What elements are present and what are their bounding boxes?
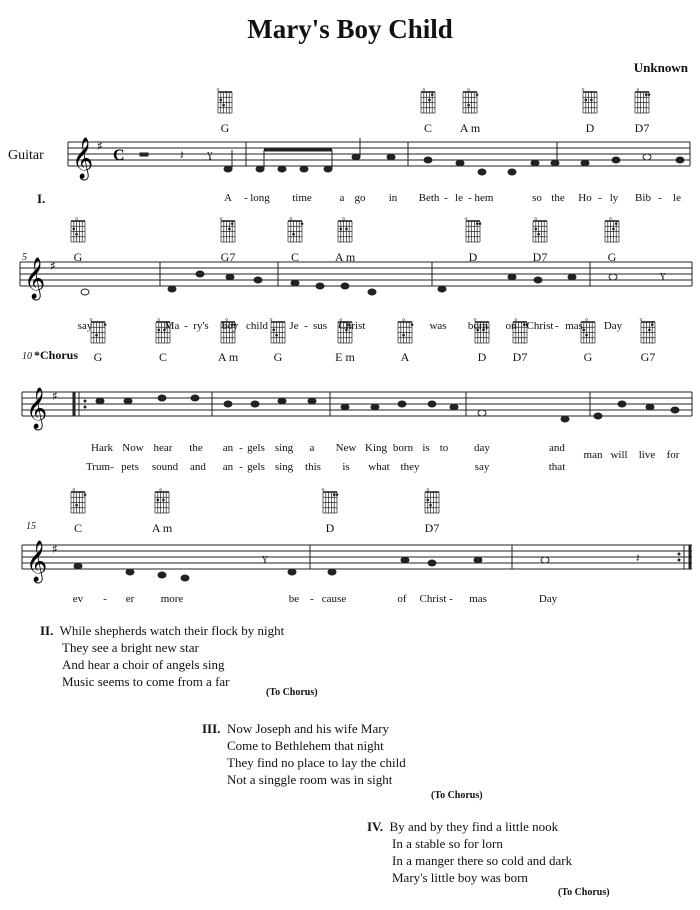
svg-text:𝄽: 𝄽	[180, 148, 184, 162]
verse-line: Not a singgle room was in sight	[227, 772, 393, 787]
lyric-syllable: say	[474, 461, 490, 473]
verse-line: Come to Bethlehem that night	[227, 738, 384, 753]
measure-number-15: 15	[26, 521, 36, 532]
chord-symbol: G	[93, 350, 103, 364]
lyric-syllable: of	[397, 593, 407, 605]
chord-symbol: C	[423, 121, 433, 135]
guitar-chord-diagram	[153, 488, 171, 514]
treble-clef: 𝄞	[24, 258, 46, 299]
chord-symbol: G7	[640, 350, 656, 364]
lyric-hyphen: -	[110, 461, 114, 473]
lyric-syllable: child	[246, 320, 268, 332]
guitar-chord-diagram	[461, 88, 479, 114]
instrument-label: Guitar	[8, 148, 44, 163]
verse-line: Music seems to come from a far	[62, 674, 230, 689]
lyric-syllable: ly	[609, 192, 619, 204]
lyric-hyphen: -	[598, 192, 602, 204]
lyric-syllable: hem	[474, 192, 494, 204]
guitar-chord-diagram	[269, 318, 287, 344]
verse-line: While shepherds watch their flock by night	[59, 623, 285, 638]
lyric-syllable: le	[455, 192, 463, 204]
composer-label: Unknown	[633, 60, 688, 75]
chord-symbol: C	[158, 350, 168, 364]
lyric-syllable: what	[368, 461, 390, 473]
lyric-syllable: Now	[122, 442, 144, 454]
lyric-syllable: Trum	[85, 461, 111, 473]
chord-symbol: G7	[220, 250, 236, 264]
chord-symbol: D7	[634, 121, 650, 135]
lyric-syllable: le	[673, 192, 681, 204]
guitar-chord-diagram	[69, 217, 87, 243]
guitar-chord-diagram	[464, 217, 482, 243]
chord-symbol: E m	[335, 350, 355, 364]
song-title: Mary's Boy Child	[247, 14, 453, 44]
chord-symbol: D	[468, 250, 478, 264]
guitar-chord-diagram	[603, 217, 621, 243]
lyric-hyphen: -	[304, 320, 308, 332]
chorus-mark: *Chorus	[34, 348, 79, 362]
verse-line: By and by they find a little nook	[389, 819, 559, 834]
chord-symbol: G	[220, 121, 230, 135]
lyric-syllable: gels	[247, 442, 265, 454]
lyric-syllable: time	[292, 192, 312, 204]
svg-text:ɣ: ɣ	[262, 552, 268, 564]
lyric-syllable: say	[77, 320, 93, 332]
lyric-syllable: Beth	[418, 192, 440, 204]
lyric-syllable: is	[422, 442, 430, 454]
chord-symbol: G	[273, 350, 283, 364]
lyric-syllable: ev	[72, 593, 84, 605]
guitar-chord-diagram	[633, 88, 651, 114]
chord-symbol: C	[73, 521, 83, 535]
chord-symbol: G	[607, 250, 617, 264]
lyric-syllable: go	[354, 192, 366, 204]
verse-number: II.	[40, 623, 54, 638]
lyric-syllable: Christ	[419, 593, 447, 605]
verse-line: They see a bright new star	[62, 640, 199, 655]
chord-symbol: A m	[151, 521, 173, 535]
lyric-syllable: and	[549, 442, 565, 454]
lyric-hyphen: -	[555, 320, 559, 332]
lyric-hyphen: -	[184, 320, 188, 332]
chord-symbol: A m	[334, 250, 356, 264]
lyric-syllable: Christ	[526, 320, 554, 332]
chord-symbol: C	[290, 250, 300, 264]
guitar-chord-diagram	[639, 318, 657, 344]
guitar-chord-diagram	[286, 217, 304, 243]
lyric-syllable: King	[365, 442, 387, 454]
chord-symbol: G	[73, 250, 83, 264]
lyric-syllable: a	[339, 192, 345, 204]
lyric-syllable: live	[638, 449, 656, 461]
treble-clef: 𝄞	[26, 541, 48, 582]
lyric-syllable: they	[400, 461, 420, 473]
lyric-syllable: Christ	[338, 320, 366, 332]
verse-number: III.	[202, 721, 221, 736]
lyric-syllable: sing	[274, 442, 294, 454]
verse-line: They find no place to lay the child	[227, 755, 406, 770]
lyric-syllable: on	[505, 320, 517, 332]
lyric-hyphen: -	[244, 192, 248, 204]
lyric-syllable: that	[548, 461, 566, 473]
lyric-syllable: be	[288, 593, 300, 605]
lyric-hyphen: -	[658, 192, 662, 204]
staff-system-4	[0, 533, 700, 593]
key-signature-sharp: ♯	[52, 389, 58, 403]
lyric-syllable: er	[125, 593, 135, 605]
lyric-hyphen: -	[449, 593, 453, 605]
guitar-chord-diagram	[69, 488, 87, 514]
lyric-syllable: born	[392, 442, 414, 454]
lyric-syllable: the	[551, 192, 565, 204]
lyric-syllable: a	[309, 442, 315, 454]
notes-system-3	[96, 395, 679, 422]
guitar-chord-diagram	[531, 217, 549, 243]
lyric-syllable: is	[342, 461, 350, 473]
guitar-chord-diagram	[581, 88, 599, 114]
verse-line: In a manger there so cold and dark	[392, 853, 573, 868]
lyric-syllable: Hark	[91, 442, 113, 454]
chord-symbol: A m	[459, 121, 481, 135]
lyric-syllable: mas	[565, 320, 583, 332]
lyric-syllable: for	[666, 449, 680, 461]
key-signature-sharp: ♯	[50, 259, 56, 273]
lyric-syllable: sing	[274, 461, 294, 473]
lyric-hyphen: -	[444, 192, 448, 204]
lyric-hyphen: -	[239, 442, 243, 454]
lyric-syllable: hear	[153, 442, 173, 454]
verse-block-ii	[40, 622, 284, 690]
lyric-syllable: New	[335, 442, 357, 454]
chord-symbol: D	[477, 350, 487, 364]
lyric-syllable: boy	[221, 320, 239, 332]
staff-system-3	[0, 380, 700, 440]
lyric-syllable: an	[222, 442, 234, 454]
verse-line: In a stable so for lorn	[392, 836, 503, 851]
lyric-syllable: man	[583, 449, 603, 461]
lyric-syllable: gels	[247, 461, 265, 473]
lyric-hyphen: -	[310, 593, 314, 605]
guitar-chord-diagram	[423, 488, 441, 514]
lyric-syllable: was	[429, 320, 447, 332]
notes-system-1	[140, 138, 684, 175]
lyric-syllable: Ma	[164, 320, 180, 332]
guitar-chord-diagram	[396, 318, 414, 344]
verse-block-iii	[202, 720, 406, 788]
lyric-syllable: ry's	[193, 320, 209, 332]
key-signature-sharp: ♯	[97, 139, 103, 153]
lyric-syllable: mas	[469, 593, 487, 605]
lyric-syllable: this	[305, 461, 321, 473]
lyric-hyphen: -	[103, 593, 107, 605]
lyric-syllable: an	[222, 461, 234, 473]
to-chorus-label: (To Chorus)	[431, 790, 483, 801]
lyric-syllable: sus	[312, 320, 328, 332]
key-signature-sharp: ♯	[52, 542, 58, 556]
guitar-chord-diagram	[321, 488, 339, 514]
verse-line: And hear a choir of angels sing	[62, 657, 225, 672]
chord-symbol: D	[325, 521, 335, 535]
chord-symbol: G	[583, 350, 593, 364]
verse-line: Mary's little boy was born	[392, 870, 528, 885]
chord-symbol: D7	[424, 521, 440, 535]
measure-number-10: 10	[22, 351, 32, 362]
lyric-syllable: so	[532, 192, 542, 204]
lyric-syllable: Bib	[635, 192, 651, 204]
lyric-syllable: and	[190, 461, 206, 473]
lyric-hyphen: -	[239, 461, 243, 473]
svg-text:ɣ: ɣ	[207, 148, 213, 160]
verse-line: Now Joseph and his wife Mary	[226, 721, 390, 736]
lyric-syllable: the	[189, 442, 203, 454]
chord-symbol: D7	[532, 250, 548, 264]
lyric-syllable: sound	[151, 461, 179, 473]
lyric-syllable: to	[439, 442, 449, 454]
treble-clef: 𝄞	[26, 388, 48, 429]
chord-symbol: D	[585, 121, 595, 135]
lyric-syllable: Ho	[578, 192, 592, 204]
to-chorus-label: (To Chorus)	[558, 887, 610, 898]
lyric-syllable: born	[467, 320, 489, 332]
chord-symbol: A m	[217, 350, 239, 364]
lyric-syllable: Day	[603, 320, 623, 332]
svg-text:ɣ: ɣ	[660, 269, 666, 281]
guitar-chord-diagram	[336, 217, 354, 243]
lyric-syllable: A	[224, 192, 232, 204]
lyric-syllable: more	[160, 593, 184, 605]
lyric-syllable: will	[610, 449, 628, 461]
lyric-syllable: pets	[121, 461, 139, 473]
guitar-chord-diagram	[216, 88, 234, 114]
lyric-syllable: Day	[538, 593, 558, 605]
notes-system-4	[74, 551, 640, 581]
lyric-syllable: Je	[289, 320, 299, 332]
lyric-syllable: day	[474, 442, 490, 454]
measure-number-5: 5	[22, 252, 27, 263]
lyric-syllable: long	[250, 192, 270, 204]
time-signature: C	[113, 147, 125, 164]
treble-clef: 𝄞	[72, 138, 94, 179]
chord-symbol: A	[400, 350, 410, 364]
notes-system-2	[81, 269, 666, 295]
guitar-chord-diagram	[219, 217, 237, 243]
guitar-chord-diagram	[419, 88, 437, 114]
lyric-syllable: cause	[321, 593, 347, 605]
staff-system-1	[0, 130, 700, 190]
verse-number-i: I.	[37, 191, 46, 206]
verse-block-iv	[367, 818, 572, 886]
svg-text:𝄽: 𝄽	[636, 551, 640, 565]
chord-symbol: D7	[512, 350, 528, 364]
lyric-hyphen: -	[468, 192, 472, 204]
to-chorus-label: (To Chorus)	[266, 687, 318, 698]
verse-number: IV.	[367, 819, 384, 834]
lyric-syllable: in	[388, 192, 398, 204]
